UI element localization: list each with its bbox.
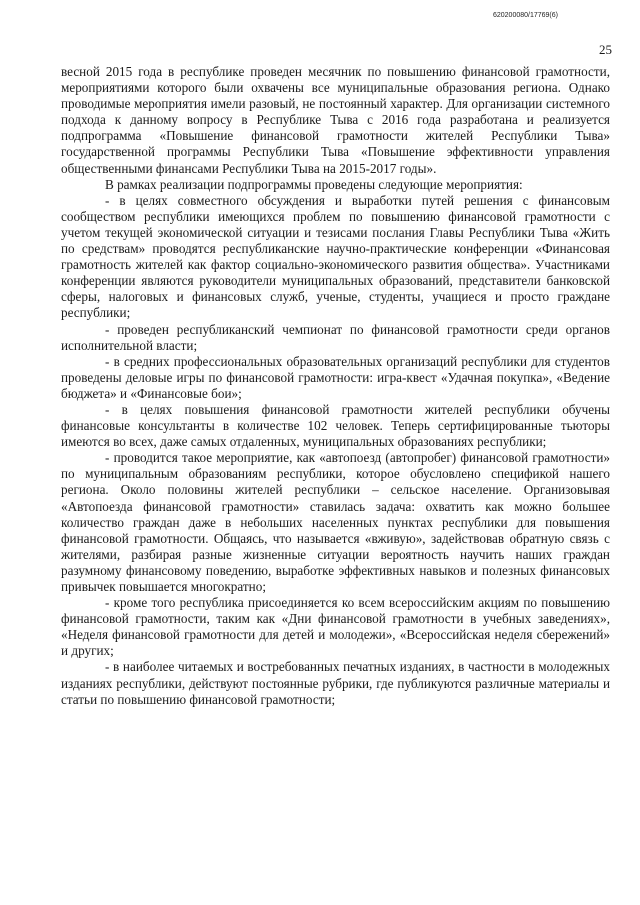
document-number: 620200080/17769(6) — [492, 12, 558, 19]
document-body — [61, 64, 610, 708]
list-item-national-campaigns: - кроме того республика присоединяется ко всем всероссийским акциям по повышению финансовой грамотности, таким как «Дни финансовой грамотности в учебных заведениях», «Неделя финансовой грамотности для детей и молодежи», «Всероссийская неделя сбережений» и других; — [61, 595, 610, 659]
list-item-publications: - в наиболее читаемых и востребованных печатных изданиях, в частности в молодежных изданиях республики, действуют постоянные рубрики, где публикуются различные материалы и статьи по повышению финансовой грамотности; — [61, 659, 610, 707]
list-item-consultants: - в целях повышения финансовой грамотности жителей республики обучены финансовые консультанты в количестве 102 человек. Теперь сертифицированные тьюторы имеются во всех, даже самых отдаленных, муниципальных образованиях республики; — [61, 401, 610, 450]
paragraph-intro: весной 2015 года в республике проведен месячник по повышению финансовой грамотности, мероприятиями которого были охвачены все муниципальные образования региона. Однако проводимые мероприятия имели разовый, не постоянный характер. Для организации системного подхода к данному вопросу в Республике Тыва с 2016 года разработана и реализуется подпрограмма «Повышение финансовой грамотности жителей Республики Тыва» государственной программы Республики Тыва «Повышение эффективности управления общественными финансами Республики Тыва на 2015-2017 годы». — [61, 64, 610, 176]
list-item-championship: - проведен республиканский чемпионат по финансовой грамотности среди органов исполнительной власти; — [61, 321, 610, 353]
page-number: 25 — [599, 42, 612, 57]
list-item-business-games: - в средних профессиональных образовательных организаций республики для студентов проведены деловые игры по финансовой грамотности: игра-квест «Удачная покупка», «Ведение бюджета» и «Финансовые бои»; — [61, 353, 610, 401]
list-item-autotrain: - проводится такое мероприятие, как «автопоезд (автопробег) финансовой грамотности» по муниципальным образованиям республики, которое обусловлено спецификой нашего региона. Около половины жителей республики – сельское население. Организовывая «Автопоезда финансовой грамотности» ставилась задача: охватить как можно большее количество граждан даже в небольших населенных пунктах республики для повышения финансовой грамотности. Общаясь, что называется «вживую», задействовав обратную связь с жителями, разбирая разные жизненные ситуации вероятность научить наших граждан разумному финансовому поведению, выработке эффективных навыков и полезных финансовых привычек повышается многократно; — [61, 450, 610, 594]
list-item-conferences: - в целях совместного обсуждения и выработки путей решения с финансовым сообществом республики имеющихся проблем по повышению финансовой грамотности с учетом текущей экономической ситуации и тезисами послания Главы Республики Тыва «Жить по средствам» проводятся республиканские научно-практические конференции «Финансовая грамотность жителей как фактор социально-экономического развития общества». Участниками конференции являются руководители муниципальных образований, представители банковской сферы, налоговых и финансовых служб, ученые, студенты, учащиеся и просто граждане республики; — [61, 192, 610, 321]
paragraph-measures-heading: В рамках реализации подпрограммы проведены следующие мероприятия: — [105, 176, 523, 192]
